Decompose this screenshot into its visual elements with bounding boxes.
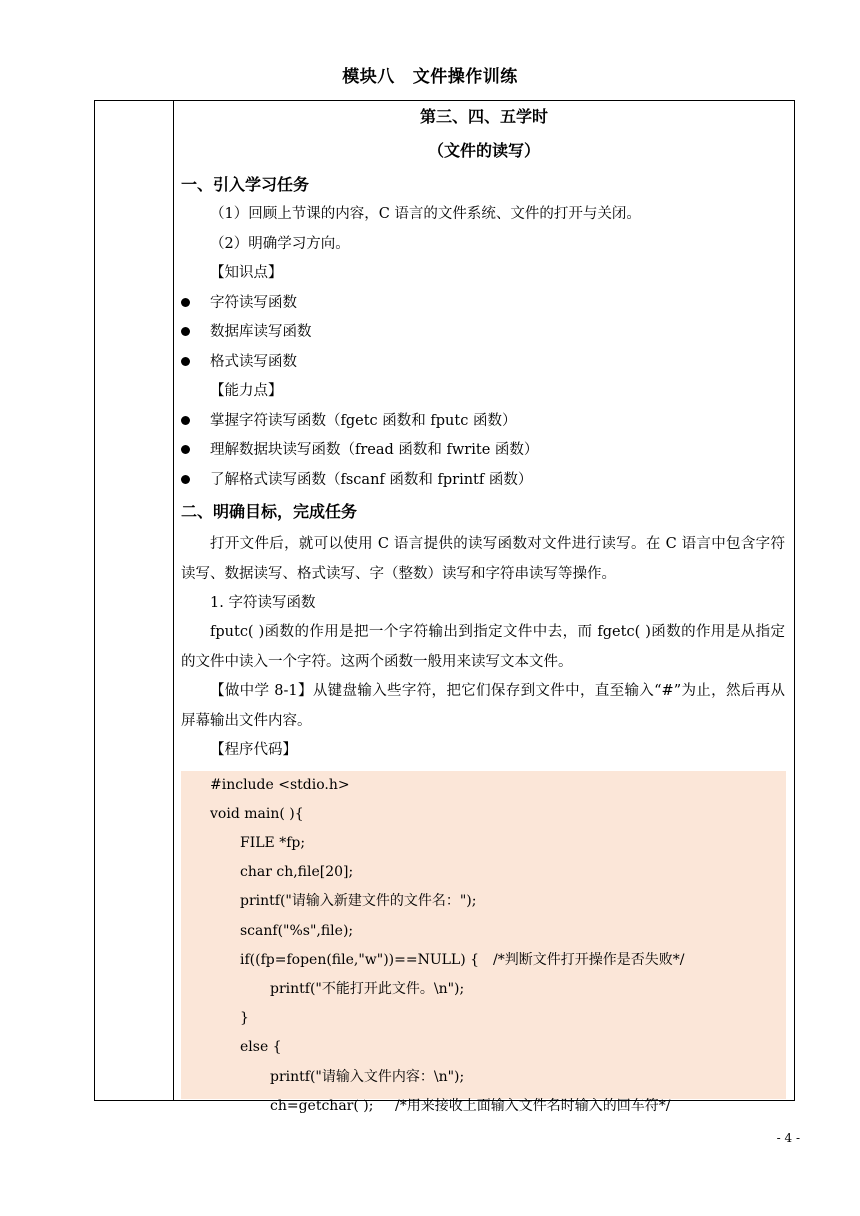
ability-label: 【能力点】	[210, 383, 283, 399]
knowledge-point: 数据库读写函数	[181, 318, 795, 347]
section2-subheading: 1. 字符读写函数	[210, 595, 316, 611]
knowledge-point: 字符读写函数	[181, 289, 795, 318]
page-header	[0, 62, 860, 87]
code-line: FILE *fp;	[240, 835, 306, 851]
module-label: 模块八	[342, 67, 395, 87]
bullet-icon	[181, 357, 190, 366]
section2-description: fputc( )函数的作用是把一个字符输出到指定文件中去，而 fgetc( )函数的作用是从指定的文件中读入一个字符。这两个函数一般用来读写文本文件。	[181, 624, 785, 670]
bullet-icon	[181, 416, 190, 425]
knowledge-label: 【知识点】	[210, 265, 283, 281]
code-comment: /*判断文件打开操作是否失败*/	[493, 952, 685, 968]
code-line: printf("不能打开此文件。\n");	[270, 981, 465, 997]
code-line: printf("请输入文件内容：\n");	[270, 1069, 465, 1085]
code-line: printf("请输入新建文件的文件名：");	[240, 893, 477, 909]
bullet-icon	[181, 475, 190, 484]
page-number: - 4 -	[776, 1131, 800, 1145]
section1-item-2: （2）明确学习方向。	[210, 236, 350, 252]
section2-heading: 二、明确目标，完成任务	[181, 502, 358, 521]
code-line: }	[240, 1010, 249, 1026]
ability-point: 理解数据块读写函数（fread 函数和 fwrite 函数）	[181, 436, 795, 465]
lesson-period: 第三、四、五学时	[419, 107, 548, 126]
code-line: void main( ){	[210, 806, 304, 822]
code-line: #include <stdio.h>	[210, 777, 350, 793]
code-line: char ch,file[20];	[240, 864, 354, 880]
code-line: ch=getchar( );	[270, 1098, 374, 1114]
ability-point: 掌握字符读写函数（fgetc 函数和 fputc 函数）	[181, 407, 795, 436]
code-label: 【程序代码】	[210, 742, 297, 758]
lesson-topic: （文件的读写）	[427, 141, 540, 160]
section1-heading: 一、引入学习任务	[181, 175, 310, 194]
code-line: else {	[240, 1039, 282, 1055]
code-line: scanf("%s",file);	[240, 923, 354, 939]
ability-point: 了解格式读写函数（fscanf 函数和 fprintf 函数）	[181, 466, 795, 495]
example-task: 【做中学 8-1】从键盘输入些字符，把它们保存到文件中，直至输入“#”为止，然后再从屏幕输出文件内容。	[181, 683, 785, 729]
bullet-icon	[181, 298, 190, 307]
lesson-content	[173, 100, 795, 1114]
bullet-icon	[181, 445, 190, 454]
module-title: 文件操作训练	[412, 67, 518, 87]
section2-intro: 打开文件后，就可以使用 C 语言提供的读写函数对文件进行读写。在 C 语言中包含字符读写、数据读写、格式读写、字（整数）读写和字符串读写等操作。	[181, 536, 785, 582]
bullet-icon	[181, 327, 190, 336]
knowledge-point: 格式读写函数	[181, 348, 795, 377]
section1-item-1: （1）回顾上节课的内容，C 语言的文件系统、文件的打开与关闭。	[210, 206, 641, 222]
code-line: if((fp=fopen(file,"w"))==NULL) {	[240, 952, 480, 968]
code-comment: /*用来接收上面输入文件名时输入的回车符*/	[395, 1098, 671, 1114]
